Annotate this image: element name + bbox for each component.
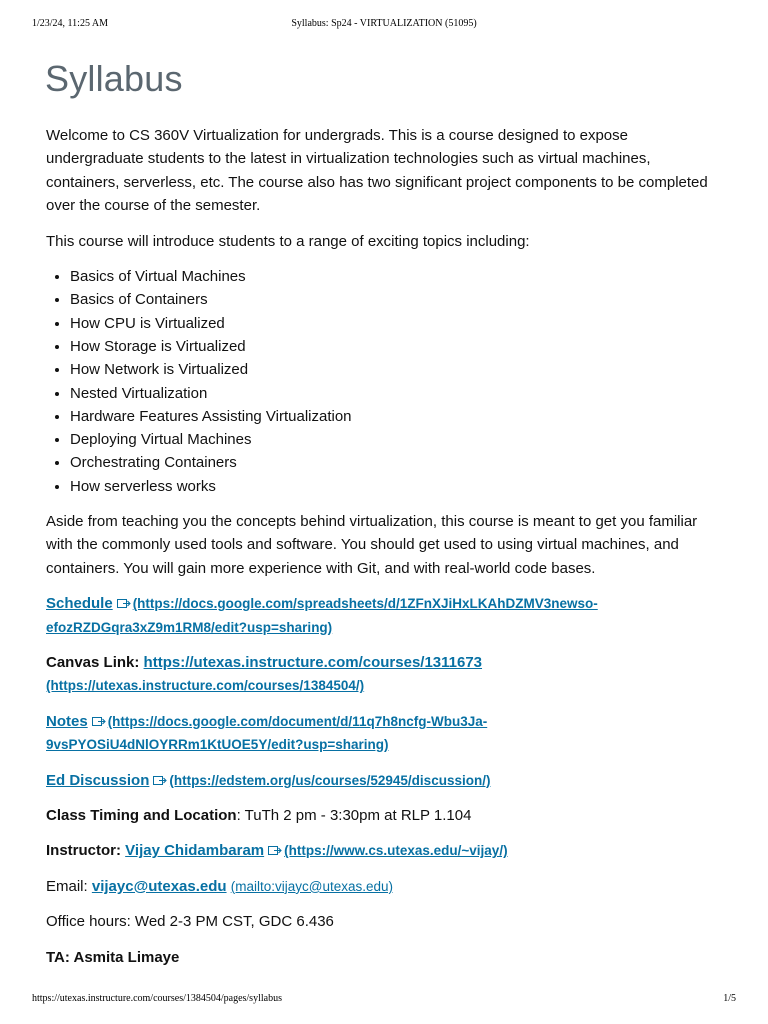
instructor-label: Instructor: bbox=[46, 842, 121, 860]
email-label: Email: bbox=[46, 877, 88, 895]
page-title: Syllabus bbox=[45, 58, 183, 99]
notes-url-line2[interactable]: 9vsPYOSiU4dNlOYRRm1KtUOE5Y/edit?usp=sharing) bbox=[46, 737, 389, 753]
ed-discussion-url[interactable]: (https://edstem.org/us/courses/52945/discussion/) bbox=[169, 772, 491, 788]
page-number: 1/5 bbox=[723, 993, 736, 1004]
canvas-url[interactable]: (https://utexas.instructure.com/courses/1384504/) bbox=[46, 678, 365, 694]
schedule-row bbox=[46, 592, 726, 639]
external-link-icon bbox=[92, 716, 106, 727]
print-doc-title: Syllabus: Sp24 - VIRTUALIZATION (51095) bbox=[291, 18, 477, 29]
external-link-icon bbox=[268, 845, 282, 856]
print-header bbox=[32, 18, 736, 32]
notes-row bbox=[46, 710, 726, 757]
intro-paragraph: Welcome to CS 360V Virtualization for undergrads. This is a course designed to expose undergraduate students to the latest in virtualization technologies such as virtual machines, containers, serverless, etc. The course also has two significant project components to be completed over the course of the semester. bbox=[46, 127, 708, 215]
list-item: • Orchestrating Containers bbox=[70, 451, 726, 474]
timing-label: Class Timing and Location bbox=[46, 807, 237, 825]
list-item: • How serverless works bbox=[70, 475, 726, 498]
schedule-url-line1[interactable]: (https://docs.google.com/spreadsheets/d/1ZFnXJiHxLKAhDZMV3newso- bbox=[132, 596, 598, 612]
print-datetime: 1/23/24, 11:25 AM bbox=[32, 18, 109, 29]
print-footer bbox=[32, 993, 736, 1007]
instructor-row bbox=[46, 839, 726, 862]
instructor-url[interactable]: (https://www.cs.utexas.edu/~vijay/) bbox=[284, 843, 508, 859]
canvas-row bbox=[46, 651, 726, 698]
notes-link[interactable]: Notes bbox=[46, 712, 88, 730]
list-item: • Nested Virtualization bbox=[70, 382, 726, 405]
list-item: • Basics of Containers bbox=[70, 288, 726, 311]
list-item: • How CPU is Virtualized bbox=[70, 312, 726, 335]
ed-row bbox=[46, 769, 726, 792]
timing-value: : TuTh 2 pm - 3:30pm at RLP 1.104 bbox=[236, 807, 472, 825]
external-link-icon bbox=[153, 775, 167, 786]
canvas-label: Canvas Link: bbox=[46, 654, 140, 672]
email-row bbox=[46, 875, 726, 898]
list-item: • Deploying Virtual Machines bbox=[70, 428, 726, 451]
office-hours: Office hours: Wed 2-3 PM CST, GDC 6.436 bbox=[46, 913, 334, 931]
email-link[interactable]: vijayc@utexas.edu bbox=[91, 877, 227, 895]
timing-row bbox=[46, 804, 726, 827]
topics-intro: This course will introduce students to a range of exciting topics including: bbox=[46, 232, 530, 250]
print-footer-url: https://utexas.instructure.com/courses/1384504/pages/syllabus bbox=[32, 993, 282, 1004]
ta-heading: TA: Asmita Limaye bbox=[46, 948, 180, 966]
topics-list bbox=[46, 265, 726, 498]
canvas-link[interactable]: https://utexas.instructure.com/courses/1311673 bbox=[143, 654, 483, 672]
ed-discussion-link[interactable]: Ed Discussion bbox=[46, 771, 150, 789]
schedule-url-line2[interactable]: efozRZDGqra3xZ9m1RM8/edit?usp=sharing) bbox=[46, 619, 333, 635]
notes-url-line1[interactable]: (https://docs.google.com/document/d/11q7h8ncfg-Wbu3Ja- bbox=[107, 713, 488, 729]
syllabus-content bbox=[46, 124, 726, 981]
schedule-link[interactable]: Schedule bbox=[46, 595, 113, 613]
list-item: • How Network is Virtualized bbox=[70, 358, 726, 381]
list-item: • How Storage is Virtualized bbox=[70, 335, 726, 358]
external-link-icon bbox=[117, 598, 131, 609]
email-mailto[interactable]: (mailto:vijayc@utexas.edu) bbox=[230, 878, 393, 894]
list-item: • Basics of Virtual Machines bbox=[70, 265, 726, 288]
instructor-link[interactable]: Vijay Chidambaram bbox=[125, 842, 265, 860]
list-item: • Hardware Features Assisting Virtualization bbox=[70, 405, 726, 428]
aside-paragraph: Aside from teaching you the concepts behind virtualization, this course is meant to get you familiar with the commonly used tools and software. You should get used to using virtual machines, and containers. You will gain more experience with Git, and with real-world code bases. bbox=[46, 513, 698, 577]
